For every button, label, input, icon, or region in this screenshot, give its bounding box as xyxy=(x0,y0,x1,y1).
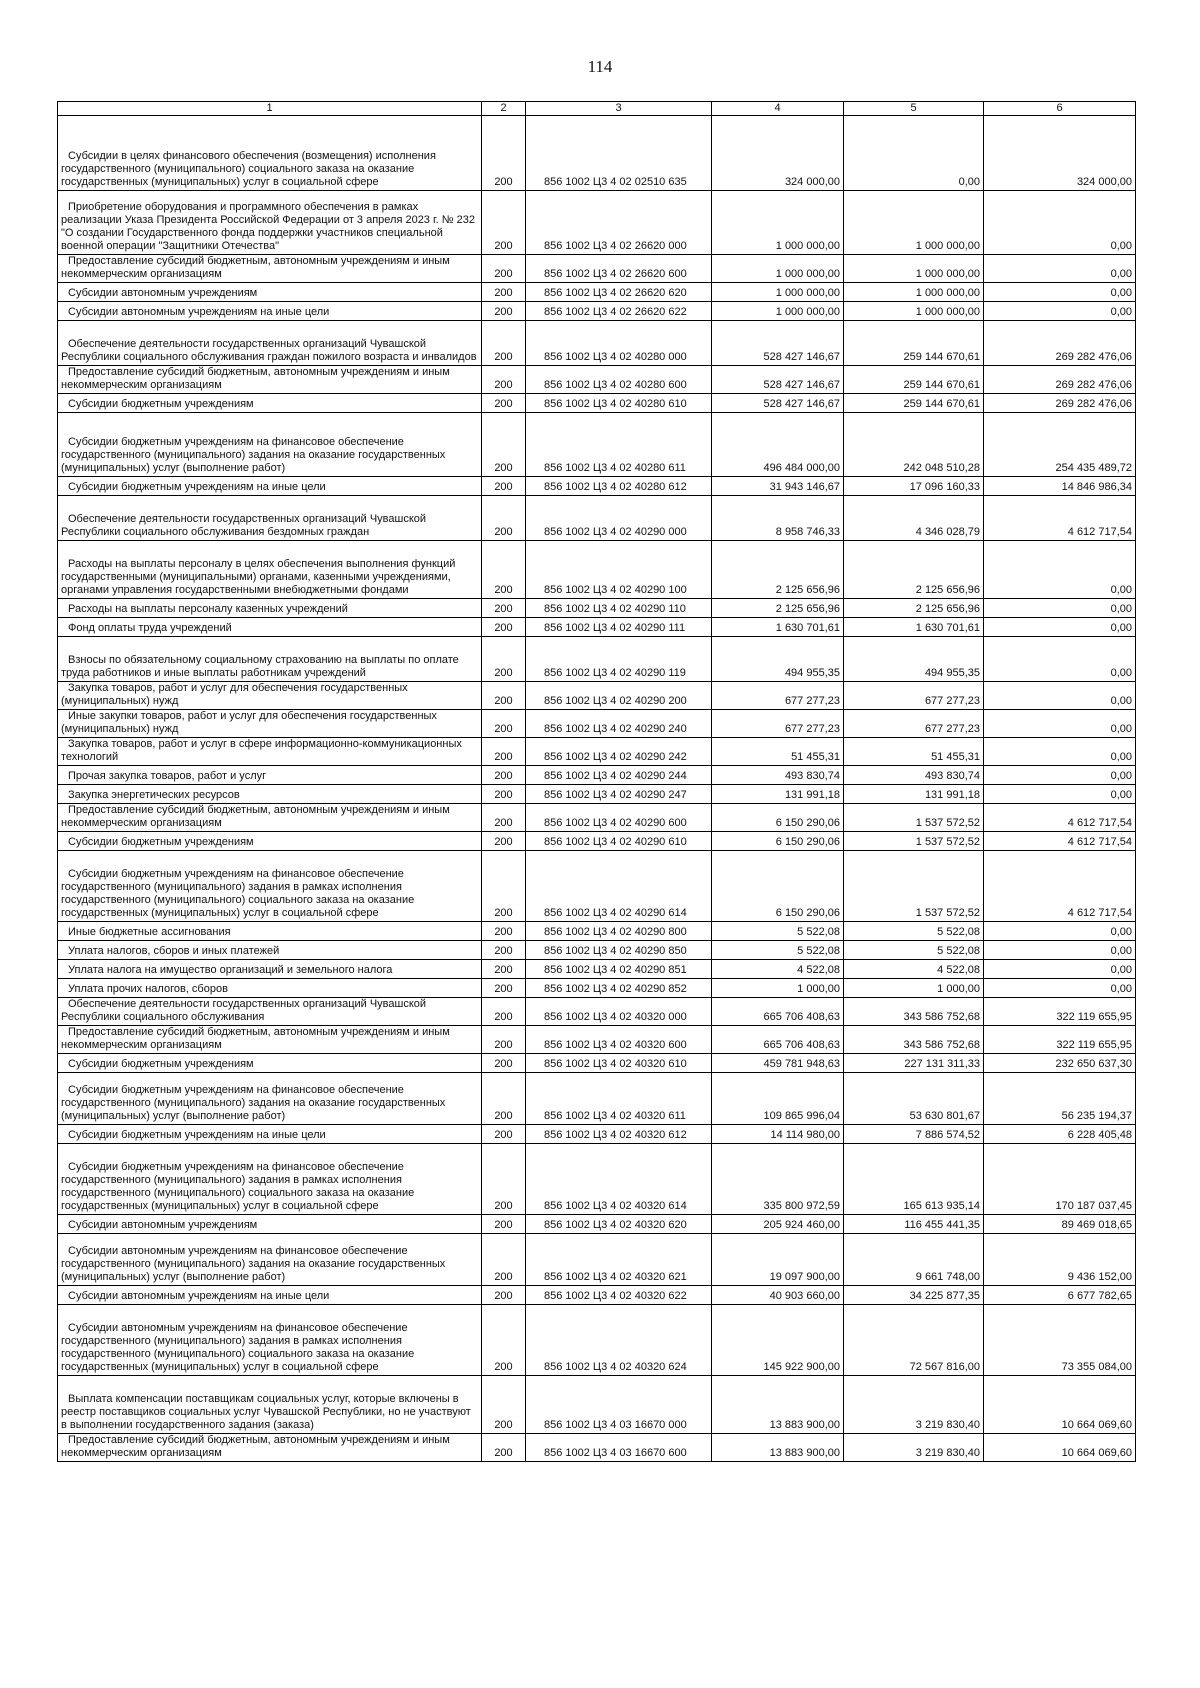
row-amount-col6: 269 282 476,06 xyxy=(984,366,1136,394)
row-amount-col4: 494 955,35 xyxy=(712,637,844,682)
row-amount-col5: 9 661 748,00 xyxy=(844,1234,984,1286)
page-number: 114 xyxy=(587,57,613,76)
row-amount-col6: 0,00 xyxy=(984,191,1136,255)
column-header: 2 xyxy=(482,102,526,116)
table-row xyxy=(58,599,1136,618)
row-classification-code: 856 1002 Ц3 4 02 40280 610 xyxy=(526,394,712,413)
row-amount-col6: 56 235 194,37 xyxy=(984,1073,1136,1125)
table-row xyxy=(58,1286,1136,1305)
row-amount-col5: 4 522,08 xyxy=(844,960,984,979)
row-amount-col5: 2 125 656,96 xyxy=(844,599,984,618)
table-row xyxy=(58,1434,1136,1462)
row-amount-col4: 13 883 900,00 xyxy=(712,1376,844,1434)
table-row xyxy=(58,785,1136,804)
row-amount-col6: 14 846 986,34 xyxy=(984,477,1136,496)
table-row xyxy=(58,922,1136,941)
row-amount-col4: 6 150 290,06 xyxy=(712,804,844,832)
table-row xyxy=(58,998,1136,1026)
row-amount-col5: 493 830,74 xyxy=(844,766,984,785)
row-amount-col4: 665 706 408,63 xyxy=(712,998,844,1026)
row-name: Закупка энергетических ресурсов xyxy=(58,785,482,804)
row-name: Предоставление субсидий бюджетным, автономным учреждениям и иным некоммерческим организациям xyxy=(58,804,482,832)
row-amount-col5: 4 346 028,79 xyxy=(844,496,984,541)
table-row xyxy=(58,394,1136,413)
row-name: Субсидии автономным учреждениям xyxy=(58,283,482,302)
row-code-2: 200 xyxy=(482,1073,526,1125)
row-name: Иные бюджетные ассигнования xyxy=(58,922,482,941)
column-header: 3 xyxy=(526,102,712,116)
row-name: Субсидии автономным учреждениям на финансовое обеспечение государственного (муниципального) задания на оказание государственных (муниципальных) услуг (выполнение работ) xyxy=(58,1234,482,1286)
row-code-2: 200 xyxy=(482,302,526,321)
row-amount-col5: 1 537 572,52 xyxy=(844,804,984,832)
row-name: Субсидии бюджетным учреждениям xyxy=(58,394,482,413)
row-amount-col6: 4 612 717,54 xyxy=(984,832,1136,851)
row-amount-col4: 5 522,08 xyxy=(712,941,844,960)
row-code-2: 200 xyxy=(482,1234,526,1286)
row-amount-col6: 6 677 782,65 xyxy=(984,1286,1136,1305)
row-amount-col5: 165 613 935,14 xyxy=(844,1144,984,1215)
table-row xyxy=(58,283,1136,302)
row-name: Обеспечение деятельности государственных организаций Чувашской Республики социального обслуживания xyxy=(58,998,482,1026)
row-amount-col4: 40 903 660,00 xyxy=(712,1286,844,1305)
row-classification-code: 856 1002 Ц3 4 02 40320 611 xyxy=(526,1073,712,1125)
row-code-2: 200 xyxy=(482,1376,526,1434)
row-code-2: 200 xyxy=(482,851,526,922)
row-code-2: 200 xyxy=(482,682,526,710)
row-code-2: 200 xyxy=(482,1144,526,1215)
row-amount-col6: 0,00 xyxy=(984,738,1136,766)
row-amount-col5: 494 955,35 xyxy=(844,637,984,682)
row-amount-col5: 17 096 160,33 xyxy=(844,477,984,496)
row-code-2: 200 xyxy=(482,1305,526,1376)
row-name: Субсидии бюджетным учреждениям xyxy=(58,1054,482,1073)
row-name: Уплата налога на имущество организаций и земельного налога xyxy=(58,960,482,979)
table-row xyxy=(58,738,1136,766)
table-row xyxy=(58,618,1136,637)
row-classification-code: 856 1002 Ц3 4 02 40320 621 xyxy=(526,1234,712,1286)
table-row xyxy=(58,637,1136,682)
table-row xyxy=(58,366,1136,394)
row-amount-col5: 227 131 311,33 xyxy=(844,1054,984,1073)
row-code-2: 200 xyxy=(482,1286,526,1305)
row-amount-col4: 1 000 000,00 xyxy=(712,283,844,302)
row-amount-col6: 10 664 069,60 xyxy=(984,1376,1136,1434)
row-amount-col4: 496 484 000,00 xyxy=(712,413,844,477)
table-row xyxy=(58,413,1136,477)
row-amount-col5: 7 886 574,52 xyxy=(844,1125,984,1144)
row-code-2: 200 xyxy=(482,255,526,283)
column-header: 5 xyxy=(844,102,984,116)
row-amount-col4: 51 455,31 xyxy=(712,738,844,766)
row-amount-col4: 131 991,18 xyxy=(712,785,844,804)
column-header: 4 xyxy=(712,102,844,116)
table-row xyxy=(58,1376,1136,1434)
row-classification-code: 856 1002 Ц3 4 02 26620 620 xyxy=(526,283,712,302)
row-amount-col5: 0,00 xyxy=(844,116,984,191)
row-amount-col6: 0,00 xyxy=(984,637,1136,682)
row-amount-col6: 322 119 655,95 xyxy=(984,998,1136,1026)
row-classification-code: 856 1002 Ц3 4 02 40290 110 xyxy=(526,599,712,618)
row-code-2: 200 xyxy=(482,321,526,366)
table-row xyxy=(58,1026,1136,1054)
row-classification-code: 856 1002 Ц3 4 02 26620 622 xyxy=(526,302,712,321)
row-amount-col6: 73 355 084,00 xyxy=(984,1305,1136,1376)
table-row xyxy=(58,851,1136,922)
column-header: 6 xyxy=(984,102,1136,116)
row-amount-col4: 528 427 146,67 xyxy=(712,321,844,366)
row-amount-col5: 259 144 670,61 xyxy=(844,366,984,394)
row-code-2: 200 xyxy=(482,283,526,302)
row-name: Субсидии автономным учреждениям на финансовое обеспечение государственного (муниципального) задания в рамках исполнения государственного (муниципального) социального заказа на оказание государственных (муниципальных) услуг в социальной сфере xyxy=(58,1305,482,1376)
row-classification-code: 856 1002 Ц3 4 02 40320 600 xyxy=(526,1026,712,1054)
row-amount-col5: 3 219 830,40 xyxy=(844,1434,984,1462)
row-code-2: 200 xyxy=(482,941,526,960)
row-classification-code: 856 1002 Ц3 4 02 40320 624 xyxy=(526,1305,712,1376)
row-name: Субсидии бюджетным учреждениям на финансовое обеспечение государственного (муниципального) задания на оказание государственных (муниципальных) услуг (выполнение работ) xyxy=(58,1073,482,1125)
row-amount-col6: 0,00 xyxy=(984,766,1136,785)
row-code-2: 200 xyxy=(482,191,526,255)
row-name: Предоставление субсидий бюджетным, автономным учреждениям и иным некоммерческим организациям xyxy=(58,366,482,394)
row-code-2: 200 xyxy=(482,116,526,191)
row-classification-code: 856 1002 Ц3 4 02 40290 100 xyxy=(526,541,712,599)
row-name: Фонд оплаты труда учреждений xyxy=(58,618,482,637)
row-name: Закупка товаров, работ и услуг для обеспечения государственных (муниципальных) нужд xyxy=(58,682,482,710)
row-classification-code: 856 1002 Ц3 4 02 40290 240 xyxy=(526,710,712,738)
row-classification-code: 856 1002 Ц3 4 02 40290 610 xyxy=(526,832,712,851)
row-name: Прочая закупка товаров, работ и услуг xyxy=(58,766,482,785)
row-classification-code: 856 1002 Ц3 4 02 40320 622 xyxy=(526,1286,712,1305)
row-classification-code: 856 1002 Ц3 4 03 16670 000 xyxy=(526,1376,712,1434)
row-amount-col6: 9 436 152,00 xyxy=(984,1234,1136,1286)
row-amount-col4: 5 522,08 xyxy=(712,922,844,941)
row-amount-col6: 0,00 xyxy=(984,710,1136,738)
row-amount-col5: 34 225 877,35 xyxy=(844,1286,984,1305)
row-classification-code: 856 1002 Ц3 4 02 40290 111 xyxy=(526,618,712,637)
row-amount-col4: 677 277,23 xyxy=(712,710,844,738)
row-amount-col6: 0,00 xyxy=(984,255,1136,283)
row-amount-col5: 259 144 670,61 xyxy=(844,394,984,413)
row-amount-col6: 6 228 405,48 xyxy=(984,1125,1136,1144)
row-name: Расходы на выплаты персоналу в целях обеспечения выполнения функций государственными (муниципальными) органами, казенными учреждениями, органами управления государственными внебюджетными фондами xyxy=(58,541,482,599)
row-name: Обеспечение деятельности государственных организаций Чувашской Республики социального обслуживания граждан пожилого возраста и инвалидов xyxy=(58,321,482,366)
row-amount-col5: 51 455,31 xyxy=(844,738,984,766)
table-row xyxy=(58,496,1136,541)
row-code-2: 200 xyxy=(482,599,526,618)
row-amount-col5: 72 567 816,00 xyxy=(844,1305,984,1376)
row-amount-col6: 89 469 018,65 xyxy=(984,1215,1136,1234)
row-amount-col4: 459 781 948,63 xyxy=(712,1054,844,1073)
row-name: Субсидии бюджетным учреждениям на финансовое обеспечение государственного (муниципального) задания в рамках исполнения государственного (муниципального) социального заказа на оказание государственных (муниципальных) услуг в социальной сфере xyxy=(58,1144,482,1215)
table-row xyxy=(58,191,1136,255)
row-amount-col4: 1 000 000,00 xyxy=(712,191,844,255)
row-amount-col4: 2 125 656,96 xyxy=(712,541,844,599)
row-code-2: 200 xyxy=(482,804,526,832)
row-amount-col6: 269 282 476,06 xyxy=(984,394,1136,413)
row-classification-code: 856 1002 Ц3 4 02 40290 244 xyxy=(526,766,712,785)
row-classification-code: 856 1002 Ц3 4 02 40280 000 xyxy=(526,321,712,366)
row-code-2: 200 xyxy=(482,960,526,979)
row-code-2: 200 xyxy=(482,998,526,1026)
row-classification-code: 856 1002 Ц3 4 03 16670 600 xyxy=(526,1434,712,1462)
row-classification-code: 856 1002 Ц3 4 02 40290 119 xyxy=(526,637,712,682)
row-classification-code: 856 1002 Ц3 4 02 40290 852 xyxy=(526,979,712,998)
row-code-2: 200 xyxy=(482,766,526,785)
row-code-2: 200 xyxy=(482,394,526,413)
row-name: Субсидии бюджетным учреждениям на финансовое обеспечение государственного (муниципального) задания в рамках исполнения государственного (муниципального) социального заказа на оказание государственных (муниципальных) услуг в социальной сфере xyxy=(58,851,482,922)
row-amount-col4: 14 114 980,00 xyxy=(712,1125,844,1144)
table-row xyxy=(58,1054,1136,1073)
table-row xyxy=(58,302,1136,321)
row-name: Приобретение оборудования и программного обеспечения в рамках реализации Указа Президента Российской Федерации от 3 апреля 2023 г. № 232 "О создании Государственного фонда поддержки участников специальной военной операции "Защитники Отечества" xyxy=(58,191,482,255)
row-classification-code: 856 1002 Ц3 4 02 26620 000 xyxy=(526,191,712,255)
row-amount-col6: 4 612 717,54 xyxy=(984,851,1136,922)
table-row xyxy=(58,804,1136,832)
row-amount-col5: 1 000 000,00 xyxy=(844,283,984,302)
row-amount-col4: 335 800 972,59 xyxy=(712,1144,844,1215)
row-classification-code: 856 1002 Ц3 4 02 40290 247 xyxy=(526,785,712,804)
row-classification-code: 856 1002 Ц3 4 02 40290 851 xyxy=(526,960,712,979)
table-row xyxy=(58,1125,1136,1144)
row-classification-code: 856 1002 Ц3 4 02 26620 600 xyxy=(526,255,712,283)
row-amount-col6: 170 187 037,45 xyxy=(984,1144,1136,1215)
table-row xyxy=(58,682,1136,710)
row-code-2: 200 xyxy=(482,832,526,851)
row-code-2: 200 xyxy=(482,922,526,941)
row-amount-col6: 10 664 069,60 xyxy=(984,1434,1136,1462)
row-amount-col5: 259 144 670,61 xyxy=(844,321,984,366)
row-amount-col4: 677 277,23 xyxy=(712,682,844,710)
row-name: Взносы по обязательному социальному страхованию на выплаты по оплате труда работников и иные выплаты работникам учреждений xyxy=(58,637,482,682)
row-classification-code: 856 1002 Ц3 4 02 40290 800 xyxy=(526,922,712,941)
row-name: Субсидии бюджетным учреждениям на финансовое обеспечение государственного (муниципального) задания на оказание государственных (муниципальных) услуг (выполнение работ) xyxy=(58,413,482,477)
row-classification-code: 856 1002 Ц3 4 02 40320 610 xyxy=(526,1054,712,1073)
table-row xyxy=(58,832,1136,851)
row-amount-col5: 3 219 830,40 xyxy=(844,1376,984,1434)
row-amount-col5: 1 000 000,00 xyxy=(844,191,984,255)
row-amount-col4: 6 150 290,06 xyxy=(712,851,844,922)
row-name: Предоставление субсидий бюджетным, автономным учреждениям и иным некоммерческим организациям xyxy=(58,1434,482,1462)
column-header: 1 xyxy=(58,102,482,116)
row-amount-col5: 2 125 656,96 xyxy=(844,541,984,599)
row-amount-col6: 0,00 xyxy=(984,599,1136,618)
budget-table xyxy=(57,101,1136,1462)
table-row xyxy=(58,116,1136,191)
row-amount-col5: 677 277,23 xyxy=(844,710,984,738)
table-row xyxy=(58,1215,1136,1234)
row-name: Уплата прочих налогов, сборов xyxy=(58,979,482,998)
row-classification-code: 856 1002 Ц3 4 02 40280 611 xyxy=(526,413,712,477)
row-amount-col6: 4 612 717,54 xyxy=(984,496,1136,541)
row-amount-col6: 0,00 xyxy=(984,785,1136,804)
row-amount-col5: 677 277,23 xyxy=(844,682,984,710)
row-amount-col6: 4 612 717,54 xyxy=(984,804,1136,832)
table-row xyxy=(58,477,1136,496)
row-amount-col5: 343 586 752,68 xyxy=(844,1026,984,1054)
row-code-2: 200 xyxy=(482,637,526,682)
row-amount-col6: 0,00 xyxy=(984,960,1136,979)
row-amount-col5: 1 630 701,61 xyxy=(844,618,984,637)
row-classification-code: 856 1002 Ц3 4 02 40320 612 xyxy=(526,1125,712,1144)
row-amount-col6: 0,00 xyxy=(984,941,1136,960)
row-classification-code: 856 1002 Ц3 4 02 40290 200 xyxy=(526,682,712,710)
row-code-2: 200 xyxy=(482,710,526,738)
row-name: Закупка товаров, работ и услуг в сфере информационно-коммуникационных технологий xyxy=(58,738,482,766)
row-code-2: 200 xyxy=(482,979,526,998)
row-amount-col5: 53 630 801,67 xyxy=(844,1073,984,1125)
row-amount-col4: 109 865 996,04 xyxy=(712,1073,844,1125)
row-classification-code: 856 1002 Ц3 4 02 40290 000 xyxy=(526,496,712,541)
row-amount-col5: 1 537 572,52 xyxy=(844,851,984,922)
table-row xyxy=(58,1234,1136,1286)
row-amount-col5: 116 455 441,35 xyxy=(844,1215,984,1234)
row-amount-col4: 1 000 000,00 xyxy=(712,302,844,321)
row-amount-col4: 1 000,00 xyxy=(712,979,844,998)
row-code-2: 200 xyxy=(482,738,526,766)
row-amount-col5: 1 000 000,00 xyxy=(844,302,984,321)
row-amount-col4: 528 427 146,67 xyxy=(712,394,844,413)
row-classification-code: 856 1002 Ц3 4 02 40290 242 xyxy=(526,738,712,766)
row-name: Субсидии бюджетным учреждениям на иные цели xyxy=(58,1125,482,1144)
row-classification-code: 856 1002 Ц3 4 02 40320 614 xyxy=(526,1144,712,1215)
row-name: Предоставление субсидий бюджетным, автономным учреждениям и иным некоммерческим организациям xyxy=(58,255,482,283)
row-name: Выплата компенсации поставщикам социальных услуг, которые включены в реестр поставщиков социальных услуг Чувашской Республики, но не участвуют в выполнении государственного задания (заказа) xyxy=(58,1376,482,1434)
row-amount-col4: 1 000 000,00 xyxy=(712,255,844,283)
row-amount-col6: 0,00 xyxy=(984,682,1136,710)
row-name: Субсидии автономным учреждениям xyxy=(58,1215,482,1234)
table-row xyxy=(58,941,1136,960)
table-row xyxy=(58,1305,1136,1376)
table-row xyxy=(58,766,1136,785)
row-amount-col4: 31 943 146,67 xyxy=(712,477,844,496)
table-header-row xyxy=(58,102,1136,116)
row-code-2: 200 xyxy=(482,1125,526,1144)
row-code-2: 200 xyxy=(482,1215,526,1234)
row-classification-code: 856 1002 Ц3 4 02 40290 850 xyxy=(526,941,712,960)
row-classification-code: 856 1002 Ц3 4 02 40320 620 xyxy=(526,1215,712,1234)
row-amount-col4: 19 097 900,00 xyxy=(712,1234,844,1286)
table-row xyxy=(58,1144,1136,1215)
row-amount-col6: 0,00 xyxy=(984,302,1136,321)
row-code-2: 200 xyxy=(482,496,526,541)
row-amount-col4: 8 958 746,33 xyxy=(712,496,844,541)
row-name: Обеспечение деятельности государственных организаций Чувашской Республики социального обслуживания бездомных граждан xyxy=(58,496,482,541)
row-amount-col4: 205 924 460,00 xyxy=(712,1215,844,1234)
row-code-2: 200 xyxy=(482,477,526,496)
table-row xyxy=(58,541,1136,599)
row-amount-col4: 1 630 701,61 xyxy=(712,618,844,637)
row-amount-col5: 5 522,08 xyxy=(844,941,984,960)
row-amount-col4: 4 522,08 xyxy=(712,960,844,979)
row-amount-col5: 1 000 000,00 xyxy=(844,255,984,283)
row-classification-code: 856 1002 Ц3 4 02 40290 600 xyxy=(526,804,712,832)
row-amount-col5: 242 048 510,28 xyxy=(844,413,984,477)
row-amount-col6: 232 650 637,30 xyxy=(984,1054,1136,1073)
row-amount-col6: 0,00 xyxy=(984,922,1136,941)
row-name: Расходы на выплаты персоналу казенных учреждений xyxy=(58,599,482,618)
row-name: Субсидии бюджетным учреждениям xyxy=(58,832,482,851)
table-row xyxy=(58,710,1136,738)
table-row xyxy=(58,979,1136,998)
table-row xyxy=(58,960,1136,979)
row-name: Субсидии бюджетным учреждениям на иные цели xyxy=(58,477,482,496)
row-code-2: 200 xyxy=(482,413,526,477)
row-code-2: 200 xyxy=(482,1434,526,1462)
row-amount-col6: 0,00 xyxy=(984,283,1136,302)
row-name: Субсидии автономным учреждениям на иные цели xyxy=(58,1286,482,1305)
row-code-2: 200 xyxy=(482,366,526,394)
row-amount-col4: 145 922 900,00 xyxy=(712,1305,844,1376)
row-code-2: 200 xyxy=(482,541,526,599)
row-classification-code: 856 1002 Ц3 4 02 40290 614 xyxy=(526,851,712,922)
row-amount-col4: 13 883 900,00 xyxy=(712,1434,844,1462)
row-amount-col5: 1 000,00 xyxy=(844,979,984,998)
row-name: Иные закупки товаров, работ и услуг для обеспечения государственных (муниципальных) нужд xyxy=(58,710,482,738)
row-amount-col4: 324 000,00 xyxy=(712,116,844,191)
row-amount-col6: 324 000,00 xyxy=(984,116,1136,191)
row-classification-code: 856 1002 Ц3 4 02 02510 635 xyxy=(526,116,712,191)
row-amount-col6: 0,00 xyxy=(984,618,1136,637)
row-amount-col6: 322 119 655,95 xyxy=(984,1026,1136,1054)
row-amount-col5: 343 586 752,68 xyxy=(844,998,984,1026)
row-amount-col4: 528 427 146,67 xyxy=(712,366,844,394)
row-amount-col4: 493 830,74 xyxy=(712,766,844,785)
row-name: Субсидии в целях финансового обеспечения (возмещения) исполнения государственного (муниципального) социального заказа на оказание государственных (муниципальных) услуг в социальной сфере xyxy=(58,116,482,191)
row-amount-col5: 5 522,08 xyxy=(844,922,984,941)
row-name: Предоставление субсидий бюджетным, автономным учреждениям и иным некоммерческим организациям xyxy=(58,1026,482,1054)
row-code-2: 200 xyxy=(482,618,526,637)
row-amount-col5: 131 991,18 xyxy=(844,785,984,804)
table-row xyxy=(58,1073,1136,1125)
row-amount-col6: 269 282 476,06 xyxy=(984,321,1136,366)
row-classification-code: 856 1002 Ц3 4 02 40280 612 xyxy=(526,477,712,496)
table-row xyxy=(58,255,1136,283)
row-code-2: 200 xyxy=(482,785,526,804)
row-code-2: 200 xyxy=(482,1054,526,1073)
row-name: Субсидии автономным учреждениям на иные цели xyxy=(58,302,482,321)
row-amount-col6: 0,00 xyxy=(984,541,1136,599)
row-amount-col6: 0,00 xyxy=(984,979,1136,998)
row-amount-col5: 1 537 572,52 xyxy=(844,832,984,851)
row-amount-col6: 254 435 489,72 xyxy=(984,413,1136,477)
table-row xyxy=(58,321,1136,366)
row-amount-col4: 6 150 290,06 xyxy=(712,832,844,851)
row-name: Уплата налогов, сборов и иных платежей xyxy=(58,941,482,960)
row-classification-code: 856 1002 Ц3 4 02 40280 600 xyxy=(526,366,712,394)
row-amount-col4: 2 125 656,96 xyxy=(712,599,844,618)
row-amount-col4: 665 706 408,63 xyxy=(712,1026,844,1054)
row-classification-code: 856 1002 Ц3 4 02 40320 000 xyxy=(526,998,712,1026)
row-code-2: 200 xyxy=(482,1026,526,1054)
